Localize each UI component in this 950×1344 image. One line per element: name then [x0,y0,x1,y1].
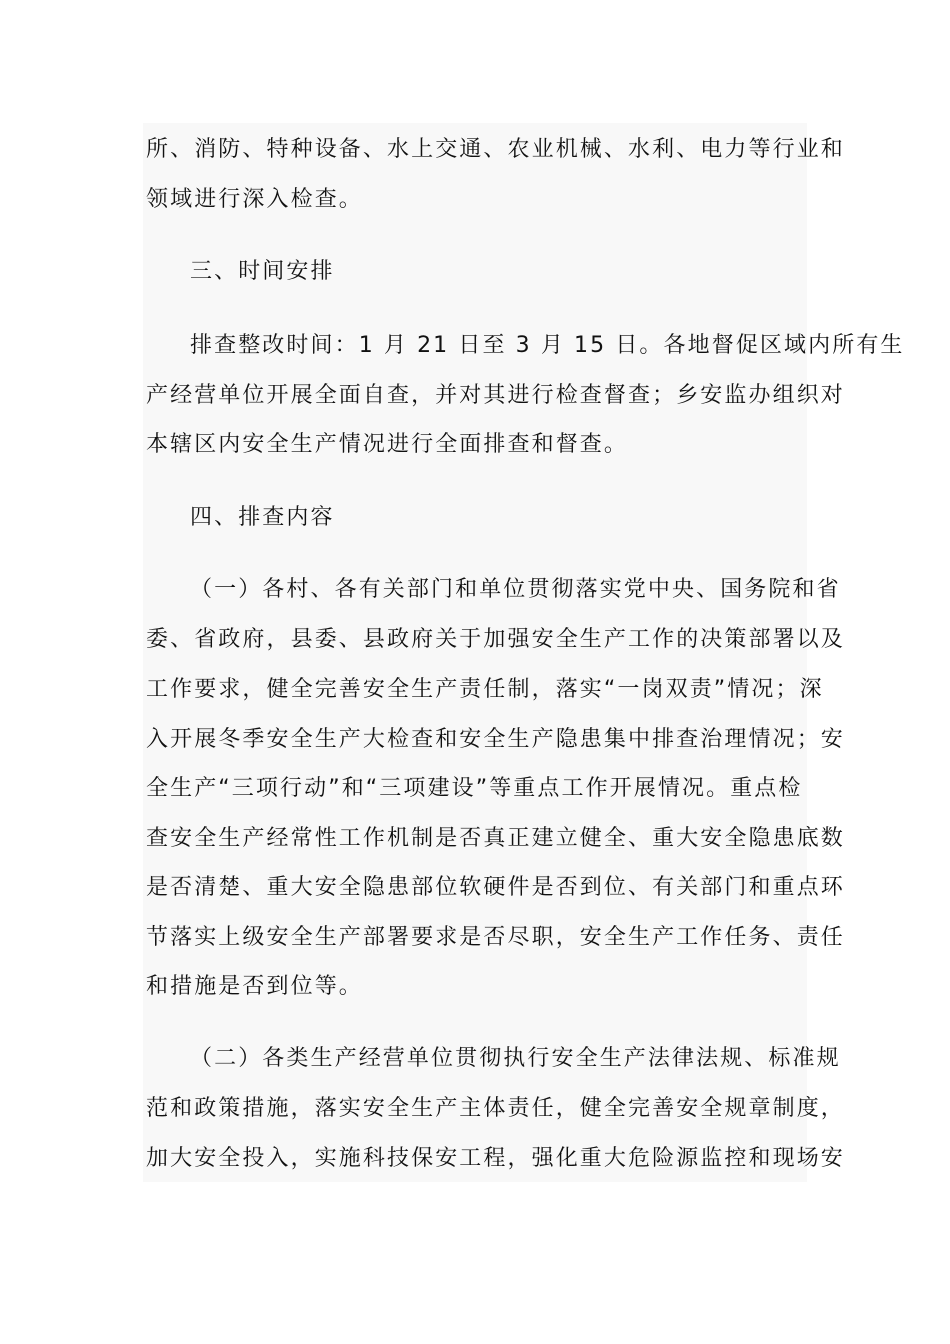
body-text-line: （一）各村、各有关部门和单位贯彻落实党中央、国务院和省 [190,577,841,602]
body-text-line: 和措施是否到位等。 [146,974,363,999]
body-text-line: 入开展冬季安全生产大检查和安全生产隐患集中排查治理情况；安 [146,727,845,752]
body-text-line: 全生产“三项行动”和“三项建设”等重点工作开展情况。重点检 [146,776,803,801]
body-text-line: 所、消防、特种设备、水上交通、农业机械、水利、电力等行业和 [146,137,845,162]
body-text-line: 本辖区内安全生产情况进行全面排查和督查。 [146,432,629,457]
body-text-line: 是否清楚、重大安全隐患部位软硬件是否到位、有关部门和重点环 [146,875,845,900]
body-text-line: 查安全生产经常性工作机制是否真正建立健全、重大安全隐患底数 [146,826,845,851]
body-text-line: 领域进行深入检查。 [146,187,363,212]
body-text-line: 范和政策措施，落实安全生产主体责任，健全完善安全规章制度， [146,1096,845,1121]
body-text-line: 委、省政府，县委、县政府关于加强安全生产工作的决策部署以及 [146,627,845,652]
section-heading-time: 三、时间安排 [190,259,335,284]
body-text-line: 产经营单位开展全面自查，并对其进行检查督查；乡安监办组织对 [146,383,845,408]
body-text-line: 加大安全投入，实施科技保安工程，强化重大危险源监控和现场安 [146,1146,845,1171]
section-heading-content: 四、排查内容 [190,505,335,530]
body-text-line: 节落实上级安全生产部署要求是否尽职，安全生产工作任务、责任 [146,925,845,950]
body-text-line: （二）各类生产经营单位贯彻执行安全生产法律法规、标准规 [190,1046,841,1071]
body-text-line: 排查整改时间：1 月 21 日至 3 月 15 日。各地督促区域内所有生 [190,333,905,358]
body-text-line: 工作要求，健全完善安全生产责任制，落实“一岗双责”情况；深 [146,677,824,702]
